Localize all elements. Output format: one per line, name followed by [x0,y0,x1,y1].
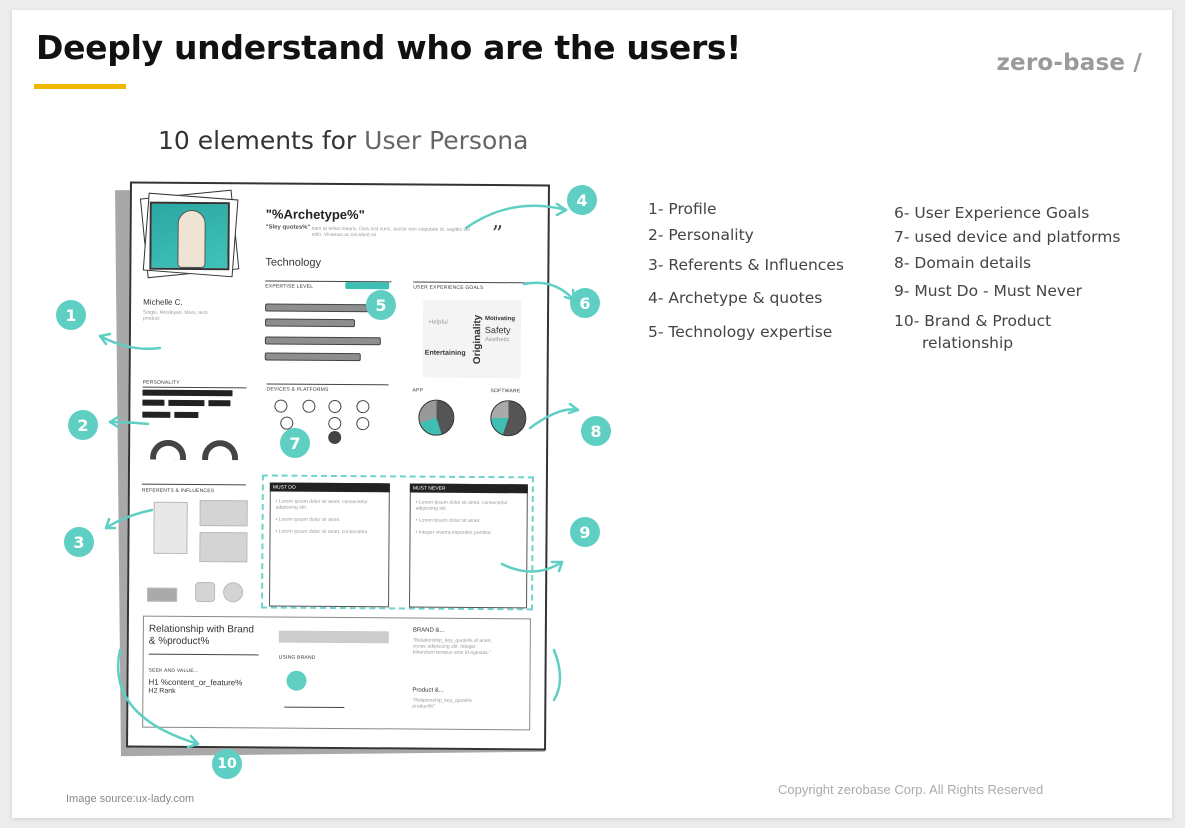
marker-9: 9 [570,517,600,547]
persona-app-label: APP [412,387,424,394]
list-item: 10- Brand & Product [894,312,1052,330]
persona-using-brand: USING BRAND [278,654,316,661]
list-item: 5- Technology expertise [648,323,833,341]
ux-word: Entertaining [424,349,466,357]
profile-photo [141,192,238,277]
list-item: 7- used device and platforms [894,228,1121,246]
zerobase-logo: zero-base / [996,50,1142,76]
ux-word: Aesthetic [484,337,510,344]
persona-must-do: MUST DO [270,483,390,493]
persona-devices-label: DEVICES & PLATFORMS [266,386,329,393]
persona-seek-value: SEEK AND VALUE... [148,667,199,675]
list-item: 9- Must Do - Must Never [894,282,1083,300]
ux-word: Motivating [485,316,516,323]
copyright-notice: Copyright zerobase Corp. All Rights Reserved [778,782,1044,797]
section-subtitle [158,126,528,155]
list-item: 4- Archetype & quotes [648,289,823,307]
persona-relationship: Relationship with Brand & %product% [148,623,254,648]
image-source-credit: Image source:ux-lady.com [66,793,195,805]
persona-h1: H1 %content_or_feature% [148,677,243,688]
persona-quote: "Sley quotes%" [265,224,311,231]
persona-personality-label: PERSONALITY [142,379,180,386]
subtitle-accent: User Persona [364,126,529,155]
list-item: 1- Profile [648,200,717,218]
list-item: relationship [922,334,1014,352]
persona-brand: BRAND &... [412,627,445,634]
marker-2: 2 [68,410,98,440]
persona-h2: H2 Rank [148,687,176,695]
marker-5: 5 [366,290,396,320]
persona-product: Product &... [412,687,444,694]
slide [12,10,1172,818]
persona-technology: Technology [265,256,322,269]
persona-software-label: SOFTWARE [490,388,521,395]
persona-referents-label: REFERENTS & INFLUENCES [141,487,215,495]
marker-8: 8 [581,416,611,446]
marker-3: 3 [64,527,94,557]
persona-expertise-label: EXPERTISE LEVEL [265,283,314,290]
persona-archetype: "%Archetype%" [265,206,365,223]
ux-word: Helpful [428,319,448,326]
persona-must-never: MUST NEVER [410,484,528,494]
marker-6: 6 [570,288,600,318]
marker-1: 1 [56,300,86,330]
marker-10: 10 [212,749,242,779]
list-item: 8- Domain details [894,254,1032,272]
list-item: 6- User Experience Goals [894,204,1090,222]
list-item: 3- Referents & Influences [648,256,844,274]
title-accent-bar [34,84,126,89]
marker-7: 7 [280,428,310,458]
marker-4: 4 [567,185,597,215]
slide-title: Deeply understand who are the users! [36,28,742,67]
persona-ux-goals-label: USER EXPERIENCE GOALS [413,284,484,292]
subtitle-prefix: 10 elements for [158,126,365,155]
ux-word: Safety [484,325,511,336]
list-item: 2- Personality [648,226,754,244]
persona-name: Michelle C. [143,297,183,307]
persona-sheet-illustration: "%Archetype%" "Sley quotes%" nam at tellus mauris. Duis nisl nunc, auctor non vulputate id, sagittis vel nibh. Vivamus ac tincidunt mi. ” Technology EXPERTISE LEVEL USER EXPERIENCE GOALS Helpful Motivating Safety Aesthetic Entertaining Originality Michelle C. Single, Wesleyan, Mom, tech product PERSONALITY DEVICES & PLATFORMS APP SOFTWARE REFERENTS & INFLUENCES MUST DO MUST NEVER • Lorem ipsum dolor sit amet, consectetur adipiscing elit. • Lorem ipsum dolor sit amet. • Lorem ipsum dolor sit amet, consectetur. • Lorem ipsum dolor sit amet, consectetur adipiscing elit. • Lorem ipsum dolor sit amet. • Integer viverra imperdiet porttitor. Relationship with Brand & %product% SEEK AND VALUE... H1 %content_or_feature% H2 Rank USING BRAND BRAND &... "Relationship_key_quote% of amet, conse adipiscing elit. Integer bibendum tempus ante id egestas." Product &... "Relationship_key_quote% product%" [126,182,550,751]
ux-word: Originality [471,314,484,365]
